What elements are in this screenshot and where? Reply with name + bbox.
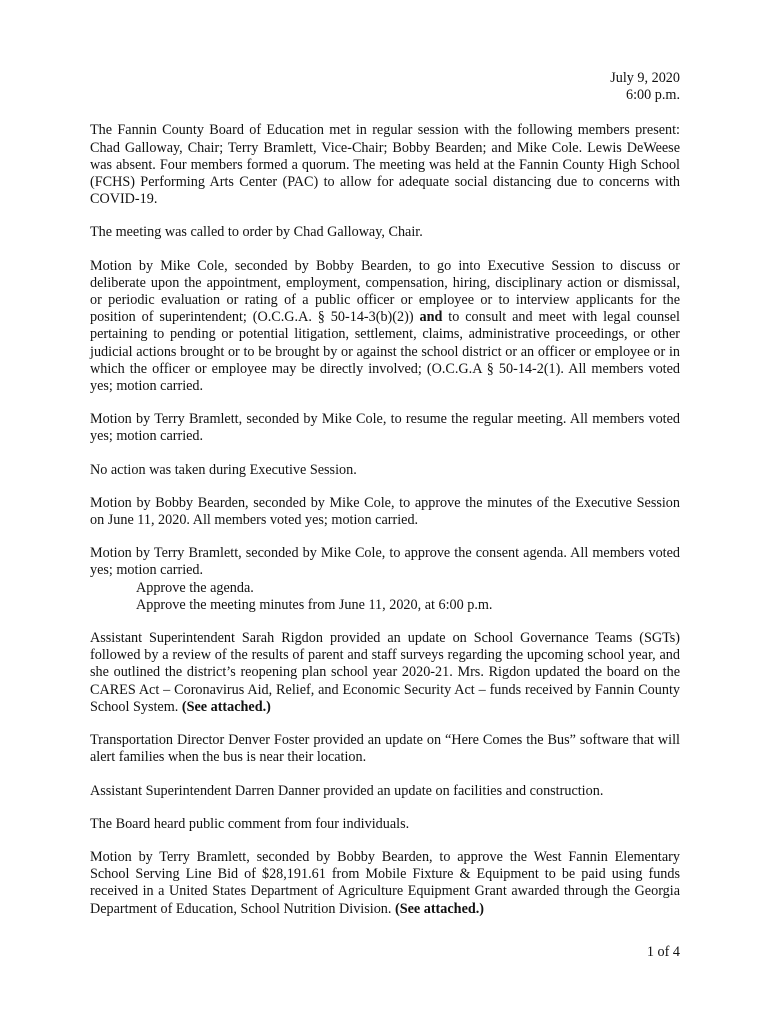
document-page — [90, 70, 680, 934]
paragraph-no-action: No action was taken during Executive Session. — [90, 461, 357, 478]
paragraph-bus-update: Transportation Director Denver Foster provided an update on “Here Comes the Bus” software that will alert families when the bus is near their location. — [90, 732, 680, 766]
paragraph-text: Motion by Terry Bramlett, seconded by Mike Cole, to approve the consent agenda. All members voted yes; motion carried. — [90, 545, 680, 579]
paragraph-approve-executive-minutes: Motion by Bobby Bearden, seconded by Mike Cole, to approve the minutes of the Executive Session on June 11, 2020. All members voted yes; motion carried. — [90, 494, 680, 529]
paragraph-resume-meeting: Motion by Terry Bramlett, seconded by Mike Cole, to resume the regular meeting. All members voted yes; motion carried. — [90, 411, 680, 445]
paragraph-serving-line-bid — [90, 849, 680, 918]
consent-item-minutes: Approve the meeting minutes from June 11, 2020, at 6:00 p.m. — [136, 596, 493, 613]
paragraph-facilities-update: Assistant Superintendent Darren Danner provided an update on facilities and construction. — [90, 782, 604, 799]
paragraph-text: Motion by Mike Cole, seconded by Bobby Bearden, to go into Executive Session to discuss or deliberate upon the appointment, employment, compensation, hiring, disciplinary action or dismissal, or periodic evaluation or rating of a public officer or employee or to interview applicants for the position of superintendent; (O.C.G.A. § 50-14-3(b)(2)) — [90, 257, 680, 326]
bold-text: and — [419, 309, 443, 326]
paragraph-sgt-update — [90, 630, 680, 716]
paragraph-public-comment: The Board heard public comment from four individuals. — [90, 815, 410, 832]
see-attached-note: (See attached.) — [181, 698, 271, 715]
paragraph-attendance: The Fannin County Board of Education met in regular session with the following members present: Chad Galloway, Chair; Terry Bramlett, Vice-Chair; Bobby Bearden; and Mike Cole. Lewis DeWeese was absent. Four members formed a quorum. The meeting was held at the Fannin County High School (FCHS) Performing Arts Center (PAC) to allow for adequate social distancing due to concerns with COVID-19. — [90, 122, 680, 208]
meeting-date-block — [90, 70, 680, 104]
meeting-date: July 9, 2020 — [610, 70, 680, 86]
paragraph-executive-session-motion — [90, 258, 680, 396]
see-attached-note: (See attached.) — [394, 900, 485, 917]
paragraph-call-to-order: The meeting was called to order by Chad Galloway, Chair. — [90, 224, 423, 241]
consent-item-agenda: Approve the agenda. — [136, 579, 254, 596]
meeting-time: 6:00 p.m. — [626, 87, 680, 104]
paragraph-text: to consult and meet with legal counsel pertaining to pending or potential litigation, settlement, claims, administrative proceedings, or other judicial actions brought or to be brought by or against the school district or an officer or employee or in which the officer or employee may be directly involved; (O.C.G.A § 50-14-2(1). All members voted yes; motion carried. — [90, 309, 680, 395]
paragraph-text: Motion by Terry Bramlett, seconded by Bobby Bearden, to approve the West Fannin Elementary School Serving Line Bid of $28,191.61 from Mobile Fixture & Equipment to be paid using funds received in a United States Department of Agriculture Equipment Grant awarded through the Georgia Department of Education, School Nutrition Division. — [90, 848, 680, 917]
paragraph-consent-agenda — [90, 545, 680, 614]
paragraph-text: Assistant Superintendent Sarah Rigdon provided an update on School Governance Teams (SGTs) followed by a review of the results of parent and staff surveys regarding the upcoming school year, and she outlined the district’s reopening plan school year 2020-21. Mrs. Rigdon updated the board on the CARES Act – Coronavirus Aid, Relief, and Economic Security Act – funds received by Fannin County School System. — [90, 630, 680, 715]
page-number: 1 of 4 — [646, 944, 680, 960]
